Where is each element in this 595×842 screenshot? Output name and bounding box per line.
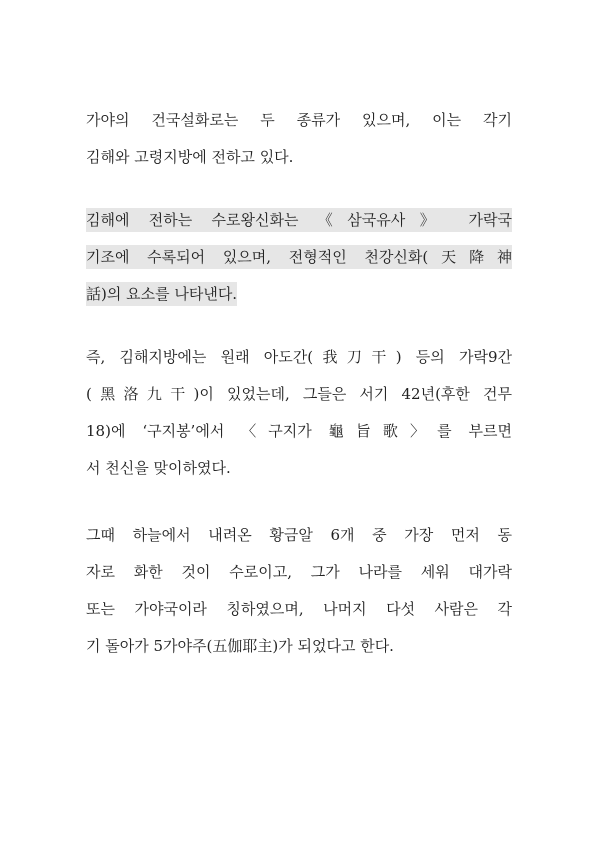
- text-line: 가야의 건국설화로는 두 종류가 있으며, 이는 각기: [86, 111, 512, 129]
- text-line: 기 돌아가 5가야주(五伽耶主)가 되었다고 한다.: [86, 637, 394, 655]
- text-line: 자로 화한 것이 수로이고, 그가 나라를 세워 대가락: [86, 563, 512, 581]
- text-line: (黑洛九干)이 있었는데, 그들은 서기 42년(후한 건무: [86, 385, 512, 403]
- text-line: 서 천신을 맞이하였다.: [86, 459, 231, 477]
- highlight-span: 기조에 수록되어 있으며, 전형적인 천강신화(天降神: [86, 245, 512, 269]
- text-line: [86, 202, 512, 239]
- highlight-span: 話)의 요소를 나타낸다.: [86, 282, 237, 306]
- paragraph-gujibong: [86, 339, 512, 487]
- text-line: 김해와 고령지방에 전하고 있다.: [86, 148, 294, 166]
- paragraph-suro-myth-highlighted: [86, 202, 512, 313]
- text-line: 또는 가야국이라 칭하였으며, 나머지 다섯 사람은 각: [86, 600, 512, 618]
- text-line: 즉, 김해지방에는 원래 아도간(我刀干) 등의 가락9간: [86, 348, 512, 366]
- text-line: 18)에 ‘구지봉’에서 〈구지가 龜旨歌〉를 부르면: [86, 422, 512, 440]
- highlight-span: 김해에 전하는 수로왕신화는 《삼국유사》 가락국: [86, 208, 512, 232]
- paragraph-founding-myths: [86, 102, 512, 176]
- text-line: 그때 하늘에서 내려온 황금알 6개 중 가장 먼저 동: [86, 526, 512, 544]
- paragraph-golden-eggs: [86, 517, 512, 665]
- text-line: [86, 239, 512, 276]
- text-line: [86, 276, 512, 313]
